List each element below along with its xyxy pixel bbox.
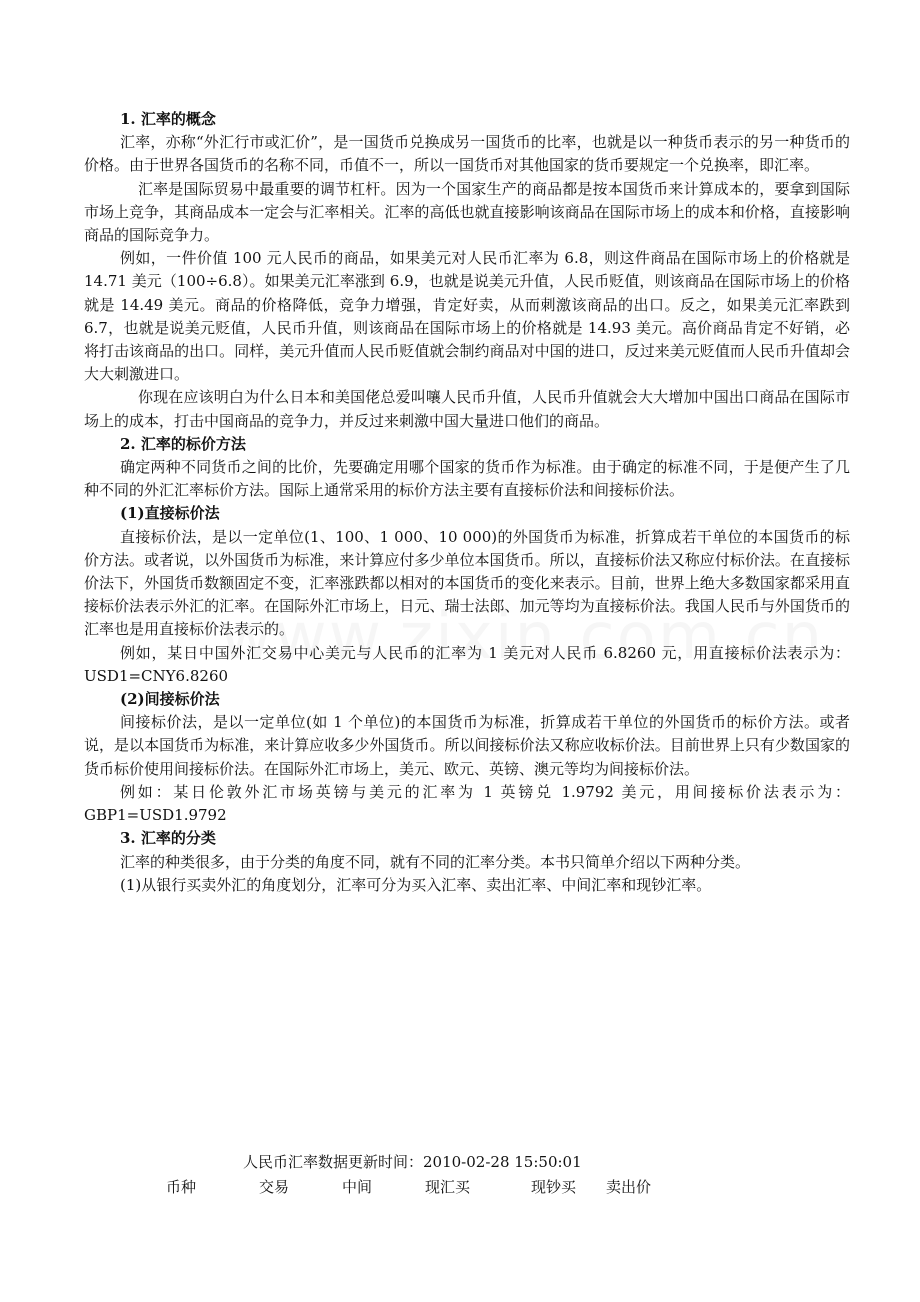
section-heading-classification: 3. 汇率的分类 [120, 829, 216, 848]
paragraph-trade-lever: 汇率是国际贸易中最重要的调节杠杆。因为一个国家生产的商品都是按本国货币来计算成本的，要拿到国际市场上竞争，其商品成本一定会与汇率相关。汇率的高低也就直接影响该商品在国际市场上的成本和价格，直接影响商品的国际竞争力。 [84, 179, 850, 245]
paragraph-example-price: 例如，一件价值 100 元人民币的商品，如果美元对人民币汇率为 6.8，则这件商品在国际市场上的价格就是 14.71 美元（100÷6.8）。如果美元汇率涨到 6.9，也就是说美元升值，人民币贬值，则该商品在国际市场上的价格就是 14.49 美元。商品的价格降低，竞争力增强，肯定好卖，从而刺激该商品的出口。反之，如果美元汇率跌到 6.7，也就是说美元贬值，人民币升值，则该商品在国际市场上的价格就是 14.93 美元。高价商品肯定不好销，必将打击该商品的出口。同样，美元升值而人民币贬值就会制约商品对中国的进口，反过来美元贬值而人民币升值却会大大刺激进口。 [84, 249, 850, 384]
paragraph-definition: 汇率，亦称“外汇行市或汇价”，是一国货币兑换成另一国货币的比率，也就是以一种货币表示的另一种货币的价格。由于世界各国货币的名称不同，币值不一，所以一国货币对其他国家的货币要规定一个兑换率，即汇率。 [84, 133, 850, 175]
col-header-middle: 中间 [342, 1178, 373, 1196]
col-header-spot-buy: 现汇买 [425, 1178, 471, 1196]
paragraph-quotation-intro: 确定两种不同货币之间的比价，先要确定用哪个国家的货币作为标准。由于确定的标准不同，于是便产生了几种不同的外汇汇率标价方法。国际上通常采用的标价方法主要有直接标价法和间接标价法。 [84, 458, 850, 500]
col-header-currency: 币种 [166, 1178, 197, 1196]
paragraph-indirect-example: 例如：某日伦敦外汇市场英镑与美元的汇率为 1 英镑兑 1.9792 美元，用间接标价法表示为：GBP1=USD1.9792 [84, 782, 850, 825]
section-heading-concept: 1. 汇率的概念 [120, 110, 216, 128]
section-heading-quotation: 2. 汇率的标价方法 [120, 434, 246, 453]
subheading-indirect-quotation: (2)间接标价法 [120, 690, 220, 709]
col-header-cash-buy: 现钞买 [531, 1178, 577, 1196]
document-body [84, 108, 850, 897]
paragraph-direct-quotation: 直接标价法，是以一定单位(1、100、1 000、10 000)的外国货币为标准，折算成若干单位的本国货币的标价方法。或者说，以外国货币为标准，来计算应付多少单位本国货币。所以，直接标价法又称应付标价法。在直接标价法下，外国货币数额固定不变，汇率涨跌都以相对的本国货币的变化来表示。目前，世界上绝大多数国家都采用直接标价法表示外汇的汇率。在国际外汇市场上，日元、瑞士法郎、加元等均为直接标价法。我国人民币与外国货币的汇率也是用直接标价法表示的。 [84, 527, 850, 639]
paragraph-direct-example: 例如，某日中国外汇交易中心美元与人民币的汇率为 1 美元对人民币 6.8260 元，用直接标价法表示为：USD1=CNY6.8260 [84, 643, 850, 685]
paragraph-classification-intro: 汇率的种类很多，由于分类的角度不同，就有不同的汇率分类。本书只简单介绍以下两种分类。 [120, 852, 751, 871]
col-header-trade: 交易 [259, 1178, 290, 1196]
paragraph-appreciation: 你现在应该明白为什么日本和美国佬总爱叫嚷人民币升值，人民币升值就会大大增加中国出口商品在国际市场上的成本，打击中国商品的竞争力，并反过来刺激中国大量进口他们的商品。 [84, 388, 850, 430]
rates-header-row [0, 1175, 920, 1199]
subheading-direct-quotation: (1)直接标价法 [120, 504, 220, 523]
rates-update-time: 人民币汇率数据更新时间：2010-02-28 15:50:01 [243, 1153, 582, 1171]
col-header-sell: 卖出价 [606, 1178, 652, 1196]
paragraph-indirect-quotation: 间接标价法，是以一定单位(如 1 个单位)的本国货币为标准，折算成若干单位的外国货币的标价方法。或者说，是以本国货币为标准，来计算应收多少外国货币。所以间接标价法又称应收标价法。目前世界上只有少数国家的货币标价使用间接标价法。在国际外汇市场上，美元、欧元、英镑、澳元等均为间接标价法。 [84, 713, 850, 778]
paragraph-bank-classification: (1)从银行买卖外汇的角度划分，汇率可分为买入汇率、卖出汇率、中间汇率和现钞汇率。 [120, 875, 712, 894]
